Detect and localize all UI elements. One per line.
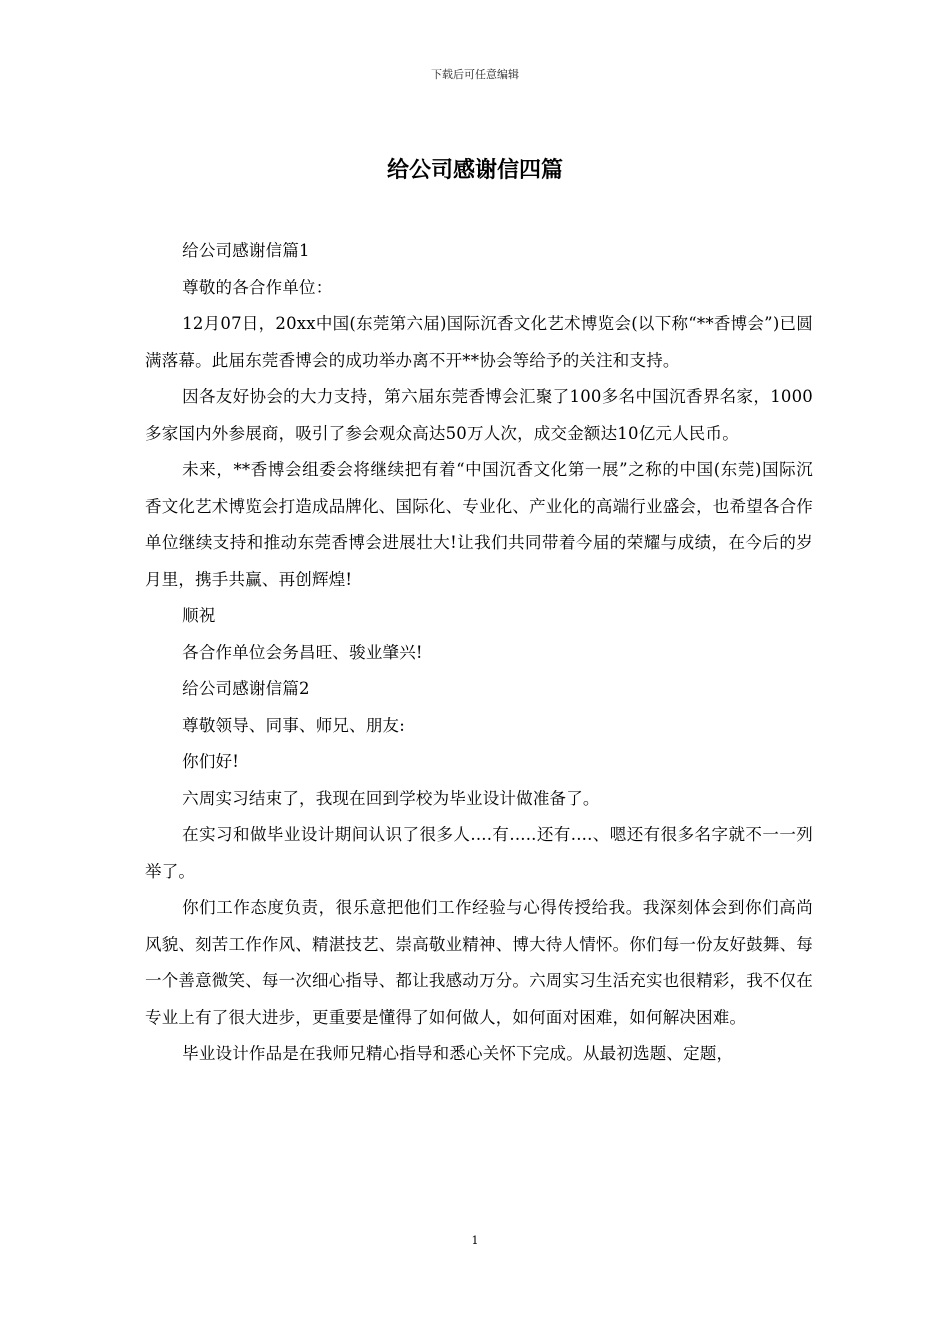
paragraph: 在实习和做毕业设计期间认识了很多人....有.....还有....、嗯还有很多名字就不一一列举了。 xyxy=(145,825,813,881)
closing-blessing: 各合作单位会务昌旺、骏业肇兴! xyxy=(182,642,423,662)
document-body xyxy=(145,233,813,1073)
paragraph: 未来，**香博会组委会将继续把有着“中国沉香文化第一展”之称的中国(东莞)国际沉香文化艺术博览会打造成品牌化、国际化、专业化、产业化的高端行业盛会，也希望各合作单位继续支持和推动东莞香博会进展壮大!让我们共同带着今届的荣耀与成绩，在今后的岁月里，携手共赢、再创辉煌! xyxy=(145,460,813,589)
paragraph: 六周实习结束了，我现在回到学校为毕业设计做准备了。 xyxy=(182,788,600,808)
greeting: 你们好! xyxy=(182,752,240,771)
paragraph: 毕业设计作品是在我师兄精心指导和悉心关怀下完成。从最初选题、定题， xyxy=(182,1044,734,1063)
page-header: 下载后可任意编辑 xyxy=(431,68,519,81)
section-heading-2: 给公司感谢信篇2 xyxy=(182,679,310,698)
page-number: 1 xyxy=(471,1234,479,1247)
closing-wish: 顺祝 xyxy=(182,606,216,625)
paragraph: 因各友好协会的大力支持，第六届东莞香博会汇聚了100多名中国沉香界名家，1000多家国内外参展商，吸引了参会观众高达50万人次，成交金额达10亿元人民币。 xyxy=(145,387,813,443)
paragraph: 你们工作态度负责，很乐意把他们工作经验与心得传授给我。我深刻体会到你们高尚风貌、刻苦工作作风、精湛技艺、崇高敬业精神、博大待人情怀。你们每一份友好鼓舞、每一个善意微笑、每一次细心指导、都让我感动万分。六周实习生活充实也很精彩，我不仅在专业上有了很大进步，更重要是懂得了如何做人，如何面对困难，如何解决困难。 xyxy=(145,898,813,1027)
salutation-1: 尊敬的各合作单位： xyxy=(182,277,333,297)
salutation-2: 尊敬领导、同事、师兄、朋友: xyxy=(182,715,405,735)
section-heading-1: 给公司感谢信篇1 xyxy=(182,241,310,260)
paragraph: 12月07日，20xx中国(东莞第六届)国际沉香文化艺术博览会(以下称“**香博会”)已圆满落幕。此届东莞香博会的成功举办离不开**协会等给予的关注和支持。 xyxy=(145,314,813,370)
document-title: 给公司感谢信四篇 xyxy=(386,157,563,183)
